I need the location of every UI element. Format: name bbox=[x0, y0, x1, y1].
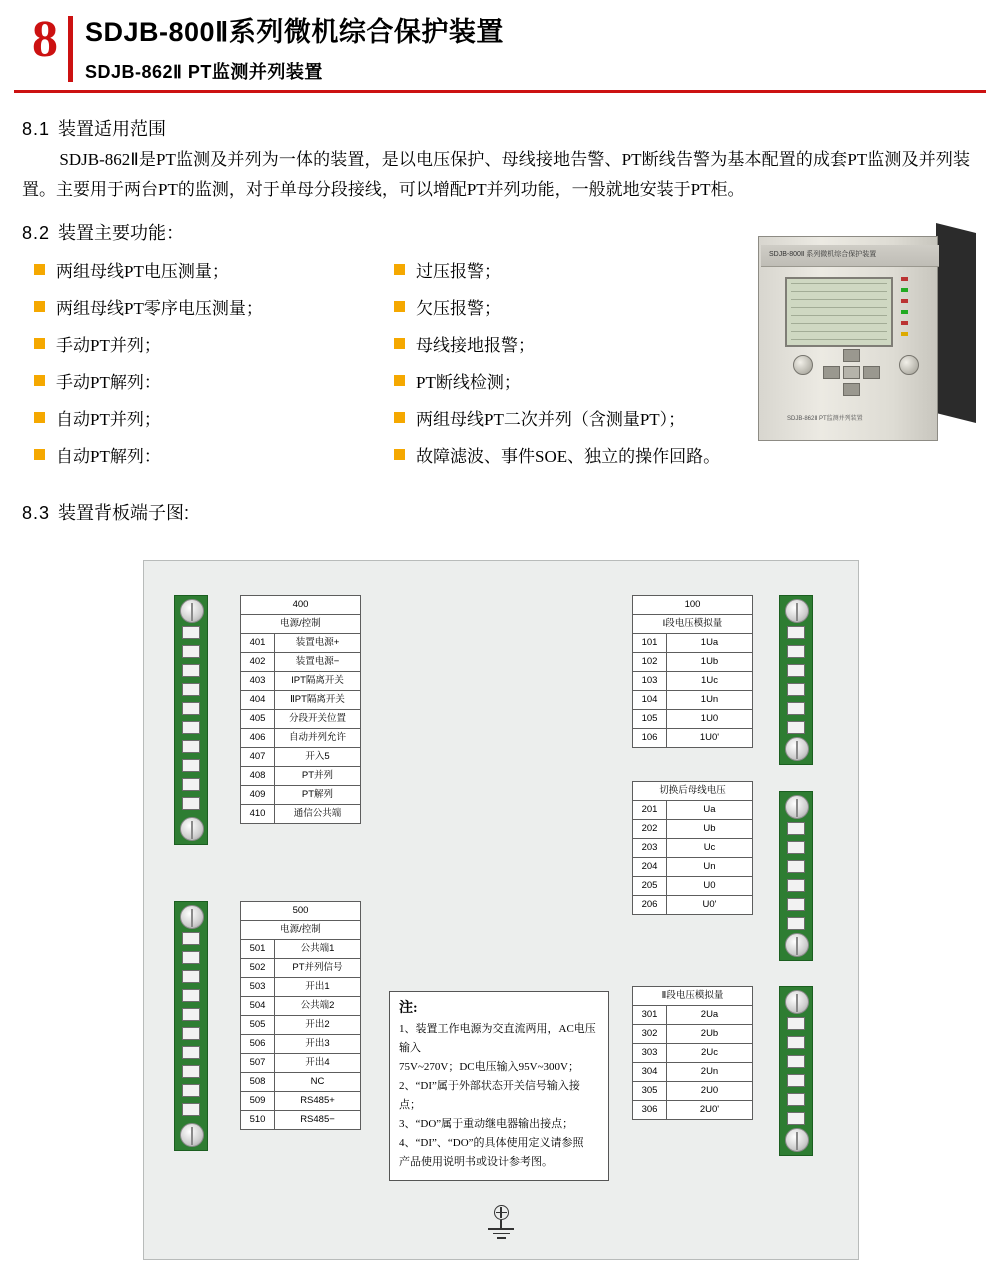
terminal-number: 507 bbox=[241, 1054, 275, 1073]
table-row bbox=[633, 710, 753, 729]
terminal-number: 508 bbox=[241, 1073, 275, 1092]
terminal-number: 303 bbox=[633, 1044, 667, 1063]
table-row bbox=[633, 1082, 753, 1101]
connector-slot bbox=[182, 1084, 200, 1097]
terminal-number: 409 bbox=[241, 786, 275, 805]
table-row bbox=[633, 782, 753, 801]
list-item bbox=[22, 288, 382, 325]
terminal-label: Ua bbox=[667, 801, 753, 820]
terminal-number: 103 bbox=[633, 672, 667, 691]
note-line: 产品使用说明书或设计参考图。 bbox=[399, 1156, 553, 1168]
table-header-100: 100 bbox=[633, 596, 753, 615]
section-8-1-number: 8.1 bbox=[22, 119, 51, 139]
table-row bbox=[241, 1054, 361, 1073]
terminal-label: 2U0 bbox=[667, 1082, 753, 1101]
table-row bbox=[633, 615, 753, 634]
device-photo bbox=[758, 228, 978, 450]
terminal-label: 装置电源+ bbox=[275, 634, 361, 653]
terminal-label: 公共端2 bbox=[275, 997, 361, 1016]
terminal-label: 2Ub bbox=[667, 1025, 753, 1044]
table-row bbox=[241, 653, 361, 672]
screw-icon bbox=[180, 817, 204, 841]
list-item bbox=[22, 362, 382, 399]
connector-slot bbox=[182, 683, 200, 696]
device-key-enter bbox=[843, 366, 860, 379]
device-knob-right bbox=[899, 355, 919, 375]
terminal-number: 505 bbox=[241, 1016, 275, 1035]
screw-icon bbox=[180, 905, 204, 929]
table-row bbox=[241, 1092, 361, 1111]
list-item bbox=[382, 399, 742, 436]
note-line: 75V~270V；DC电压输入95V~300V； bbox=[399, 1061, 579, 1073]
connector-block-100 bbox=[779, 595, 813, 765]
table-row bbox=[633, 839, 753, 858]
device-key-up bbox=[843, 349, 860, 362]
feature-label: 母线接地报警； bbox=[416, 336, 535, 355]
feature-column-right bbox=[382, 251, 742, 473]
connector-slot bbox=[182, 932, 200, 945]
table-row bbox=[241, 691, 361, 710]
terminal-number: 104 bbox=[633, 691, 667, 710]
section-8-1-body bbox=[22, 145, 978, 205]
header-titles bbox=[85, 14, 504, 84]
terminal-label: 2Un bbox=[667, 1063, 753, 1082]
table-row bbox=[241, 997, 361, 1016]
connector-slot bbox=[182, 1008, 200, 1021]
terminal-table-100 bbox=[632, 595, 753, 748]
feature-label: 手动PT解列： bbox=[56, 373, 161, 392]
section-8-1-text: SDJB-862Ⅱ是PT监测及并列为一体的装置，是以电压保护、母线接地告警、PT断线告警为基本配置的成套PT监测及并列装置。主要用于两台PT的监测，对于单母分段接线，可以增配PT并列功能，一般就地安装于PT柜。 bbox=[22, 150, 970, 199]
terminal-number: 402 bbox=[241, 653, 275, 672]
feature-label: 过压报警； bbox=[416, 262, 501, 281]
device-key-left bbox=[823, 366, 840, 379]
terminal-number: 405 bbox=[241, 710, 275, 729]
terminal-label: Ub bbox=[667, 820, 753, 839]
section-8-3-number: 8.3 bbox=[22, 503, 51, 523]
bullet-square-icon bbox=[34, 375, 45, 386]
connector-slot bbox=[182, 759, 200, 772]
connector-slot bbox=[787, 683, 805, 696]
terminal-label: 公共端1 bbox=[275, 940, 361, 959]
section-8-2-number: 8.2 bbox=[22, 223, 51, 243]
terminal-table-200 bbox=[632, 781, 753, 915]
terminal-number: 501 bbox=[241, 940, 275, 959]
connector-slot bbox=[787, 822, 805, 835]
section-8-1-title: 装置适用范围 bbox=[58, 119, 167, 139]
connector-slot bbox=[787, 664, 805, 677]
bullet-square-icon bbox=[394, 412, 405, 423]
table-row bbox=[633, 634, 753, 653]
table-header-400: 400 bbox=[241, 596, 361, 615]
terminal-number: 101 bbox=[633, 634, 667, 653]
table-row bbox=[633, 877, 753, 896]
list-item bbox=[22, 251, 382, 288]
header-row bbox=[14, 11, 986, 84]
feature-label: 故障滤波、事件SOE、独立的操作回路。 bbox=[416, 447, 721, 466]
note-line: 1、装置工作电源为交直流两用，AC电压输入 bbox=[399, 1023, 596, 1054]
connector-slot bbox=[182, 797, 200, 810]
device-brand-label: SDJB-800Ⅱ 系列微机综合保护装置 bbox=[769, 251, 877, 258]
feature-label: 自动PT解列： bbox=[56, 447, 161, 466]
terminal-label: 自动并列允许 bbox=[275, 729, 361, 748]
bullet-square-icon bbox=[394, 375, 405, 386]
terminal-number: 305 bbox=[633, 1082, 667, 1101]
connector-slot bbox=[787, 721, 805, 734]
device-front-panel bbox=[758, 236, 938, 441]
table-row bbox=[241, 710, 361, 729]
list-item bbox=[22, 325, 382, 362]
connector-slot bbox=[182, 1046, 200, 1059]
bullet-square-icon bbox=[394, 449, 405, 460]
connector-slot bbox=[182, 702, 200, 715]
table-subheader-200: 切换后母线电压 bbox=[633, 782, 753, 801]
connector-slot bbox=[182, 664, 200, 677]
table-row bbox=[633, 596, 753, 615]
terminal-number: 504 bbox=[241, 997, 275, 1016]
terminal-label: RS485− bbox=[275, 1111, 361, 1130]
terminal-label: 开出4 bbox=[275, 1054, 361, 1073]
table-row bbox=[633, 1006, 753, 1025]
terminal-number: 106 bbox=[633, 729, 667, 748]
feature-label: PT断线检测； bbox=[416, 373, 521, 392]
bullet-square-icon bbox=[34, 264, 45, 275]
note-line: 4、“DI”、“DO”的具体使用定义请参照 bbox=[399, 1137, 584, 1149]
connector-slots bbox=[787, 1017, 805, 1131]
connector-slot bbox=[787, 1112, 805, 1125]
terminal-diagram bbox=[143, 560, 859, 1260]
feature-column-left bbox=[22, 251, 382, 473]
connector-slot bbox=[787, 898, 805, 911]
device-key-down bbox=[843, 383, 860, 396]
table-row bbox=[241, 615, 361, 634]
connector-block-500 bbox=[174, 901, 208, 1151]
terminal-label: 1Uc bbox=[667, 672, 753, 691]
table-subheader-500: 电源/控制 bbox=[241, 921, 361, 940]
terminal-number: 306 bbox=[633, 1101, 667, 1120]
table-row bbox=[633, 1101, 753, 1120]
document-title: SDJB-800Ⅱ系列微机综合保护装置 bbox=[85, 17, 504, 47]
terminal-label: 1U0' bbox=[667, 729, 753, 748]
list-item bbox=[382, 288, 742, 325]
connector-slot bbox=[182, 1103, 200, 1116]
table-row bbox=[633, 801, 753, 820]
table-row bbox=[633, 1044, 753, 1063]
bullet-square-icon bbox=[34, 412, 45, 423]
connector-slot bbox=[787, 860, 805, 873]
feature-label: 欠压报警； bbox=[416, 299, 501, 318]
feature-label: 两组母线PT电压测量； bbox=[56, 262, 229, 281]
bullet-square-icon bbox=[34, 449, 45, 460]
list-item bbox=[382, 325, 742, 362]
feature-label: 自动PT并列； bbox=[56, 410, 161, 429]
terminal-number: 506 bbox=[241, 1035, 275, 1054]
connector-slot bbox=[787, 1036, 805, 1049]
terminal-number: 304 bbox=[633, 1063, 667, 1082]
terminal-label: U0' bbox=[667, 896, 753, 915]
table-row bbox=[241, 1111, 361, 1130]
table-row bbox=[241, 1016, 361, 1035]
terminal-number: 407 bbox=[241, 748, 275, 767]
connector-block-200 bbox=[779, 791, 813, 961]
screw-icon bbox=[180, 1123, 204, 1147]
table-row bbox=[241, 959, 361, 978]
connector-slot bbox=[182, 721, 200, 734]
table-row bbox=[241, 729, 361, 748]
terminal-label: PT解列 bbox=[275, 786, 361, 805]
terminal-number: 502 bbox=[241, 959, 275, 978]
device-lcd-screen bbox=[785, 277, 893, 347]
terminal-label: Un bbox=[667, 858, 753, 877]
connector-slot bbox=[182, 626, 200, 639]
terminal-number: 301 bbox=[633, 1006, 667, 1025]
terminal-number: 204 bbox=[633, 858, 667, 877]
table-row bbox=[633, 987, 753, 1006]
device-knob-left bbox=[793, 355, 813, 375]
terminal-label: Uc bbox=[667, 839, 753, 858]
ground-line bbox=[493, 1233, 510, 1235]
connector-slot bbox=[787, 645, 805, 658]
bullet-square-icon bbox=[394, 264, 405, 275]
screw-icon bbox=[180, 599, 204, 623]
section-8-1 bbox=[22, 115, 978, 205]
ground-stem bbox=[500, 1220, 502, 1228]
table-row bbox=[241, 748, 361, 767]
page-header bbox=[14, 0, 986, 101]
terminal-label: 分段开关位置 bbox=[275, 710, 361, 729]
bullet-square-icon bbox=[34, 338, 45, 349]
connector-slot bbox=[787, 626, 805, 639]
table-row bbox=[241, 921, 361, 940]
connector-slot bbox=[182, 989, 200, 1002]
terminal-table-400 bbox=[240, 595, 361, 824]
terminal-label: PT并列 bbox=[275, 767, 361, 786]
terminal-label: 开出2 bbox=[275, 1016, 361, 1035]
terminal-number: 102 bbox=[633, 653, 667, 672]
terminal-label: ⅡPT隔离开关 bbox=[275, 691, 361, 710]
table-row bbox=[633, 820, 753, 839]
terminal-label: 1Ub bbox=[667, 653, 753, 672]
screw-icon bbox=[785, 990, 809, 1014]
terminal-number: 408 bbox=[241, 767, 275, 786]
ground-terminal-icon bbox=[494, 1205, 509, 1220]
table-row bbox=[241, 634, 361, 653]
terminal-label: 装置电源− bbox=[275, 653, 361, 672]
connector-slots bbox=[787, 822, 805, 936]
terminal-number: 205 bbox=[633, 877, 667, 896]
terminal-number: 404 bbox=[241, 691, 275, 710]
ground-line bbox=[488, 1228, 514, 1230]
table-row bbox=[241, 1035, 361, 1054]
table-row bbox=[633, 896, 753, 915]
list-item bbox=[382, 436, 742, 473]
connector-slots bbox=[182, 626, 200, 816]
table-row bbox=[633, 672, 753, 691]
bullet-square-icon bbox=[34, 301, 45, 312]
table-row bbox=[241, 902, 361, 921]
connector-slot bbox=[182, 1027, 200, 1040]
connector-slot bbox=[787, 841, 805, 854]
terminal-number: 403 bbox=[241, 672, 275, 691]
bullet-square-icon bbox=[394, 338, 405, 349]
list-item bbox=[382, 362, 742, 399]
terminal-number: 202 bbox=[633, 820, 667, 839]
bullet-square-icon bbox=[394, 301, 405, 312]
table-subheader-400: 电源/控制 bbox=[241, 615, 361, 634]
terminal-label: PT并列信号 bbox=[275, 959, 361, 978]
screw-icon bbox=[785, 933, 809, 957]
terminal-label: 开出1 bbox=[275, 978, 361, 997]
table-row bbox=[241, 786, 361, 805]
section-8-3-heading bbox=[22, 499, 978, 525]
terminal-table-500 bbox=[240, 901, 361, 1130]
terminal-table-300 bbox=[632, 986, 753, 1120]
connector-slot bbox=[787, 1093, 805, 1106]
table-row bbox=[633, 1063, 753, 1082]
table-row bbox=[241, 940, 361, 959]
terminal-number: 105 bbox=[633, 710, 667, 729]
terminal-number: 201 bbox=[633, 801, 667, 820]
terminal-label: 开入5 bbox=[275, 748, 361, 767]
header-rule bbox=[14, 90, 986, 93]
connector-block-300 bbox=[779, 986, 813, 1156]
feature-list bbox=[22, 251, 742, 473]
screw-icon bbox=[785, 795, 809, 819]
connector-slots bbox=[182, 932, 200, 1122]
feature-label: 两组母线PT二次并列（含测量PT）； bbox=[416, 410, 686, 429]
table-row bbox=[241, 1073, 361, 1092]
terminal-label: 1U0 bbox=[667, 710, 753, 729]
terminal-number: 203 bbox=[633, 839, 667, 858]
note-line: 3、“DO”属于重动继电器输出接点； bbox=[399, 1118, 574, 1130]
table-row bbox=[241, 596, 361, 615]
list-item bbox=[22, 436, 382, 473]
terminal-label: 2Ua bbox=[667, 1006, 753, 1025]
terminal-label: U0 bbox=[667, 877, 753, 896]
screw-icon bbox=[785, 599, 809, 623]
table-subheader-300: Ⅱ段电压模拟量 bbox=[633, 987, 753, 1006]
terminal-number: 401 bbox=[241, 634, 275, 653]
terminal-number: 509 bbox=[241, 1092, 275, 1111]
terminal-number: 406 bbox=[241, 729, 275, 748]
ground-symbol-icon bbox=[487, 1205, 515, 1245]
device-lcd-content bbox=[791, 283, 887, 341]
screw-icon bbox=[785, 737, 809, 761]
section-8-3 bbox=[22, 499, 978, 525]
terminal-label: NC bbox=[275, 1073, 361, 1092]
connector-slot bbox=[787, 1074, 805, 1087]
list-item bbox=[382, 251, 742, 288]
connector-slot bbox=[182, 951, 200, 964]
terminal-number: 510 bbox=[241, 1111, 275, 1130]
table-row bbox=[633, 858, 753, 877]
device-side-panel bbox=[936, 223, 976, 423]
table-row bbox=[633, 653, 753, 672]
connector-slot bbox=[787, 1055, 805, 1068]
device-navigation-pad bbox=[823, 349, 881, 397]
device-led-column bbox=[899, 277, 929, 349]
table-row bbox=[241, 978, 361, 997]
section-8-3-title: 装置背板端子图: bbox=[58, 503, 190, 523]
connector-slot bbox=[182, 1065, 200, 1078]
feature-label: 手动PT并列； bbox=[56, 336, 161, 355]
table-row bbox=[241, 672, 361, 691]
feature-label: 两组母线PT零序电压测量； bbox=[56, 299, 263, 318]
terminal-label: 1Ua bbox=[667, 634, 753, 653]
connector-slot bbox=[182, 778, 200, 791]
connector-slot bbox=[787, 879, 805, 892]
ground-line bbox=[497, 1237, 506, 1239]
terminal-label: 通信公共端 bbox=[275, 805, 361, 824]
table-subheader-100: I段电压模拟量 bbox=[633, 615, 753, 634]
table-row bbox=[241, 805, 361, 824]
connector-slot bbox=[787, 1017, 805, 1030]
connector-slot bbox=[787, 917, 805, 930]
connector-slot bbox=[182, 740, 200, 753]
connector-slot bbox=[182, 645, 200, 658]
terminal-label: 1Un bbox=[667, 691, 753, 710]
terminal-label: IPT隔离开关 bbox=[275, 672, 361, 691]
screw-icon bbox=[785, 1128, 809, 1152]
chapter-number: 8 bbox=[32, 11, 58, 68]
connector-slots bbox=[787, 626, 805, 740]
terminal-number: 410 bbox=[241, 805, 275, 824]
section-8-1-heading bbox=[22, 115, 978, 141]
header-red-divider bbox=[68, 16, 73, 82]
table-header-500: 500 bbox=[241, 902, 361, 921]
document-subtitle: SDJB-862Ⅱ PT监测并列装置 bbox=[85, 62, 323, 82]
section-8-2-title: 装置主要功能： bbox=[58, 223, 185, 243]
device-model-label: SDJB-862Ⅱ PT监测并列装置 bbox=[787, 416, 863, 422]
table-row bbox=[633, 729, 753, 748]
table-row bbox=[633, 1025, 753, 1044]
terminal-label: 开出3 bbox=[275, 1035, 361, 1054]
note-title: 注: bbox=[399, 1001, 418, 1016]
terminal-label: 2U0' bbox=[667, 1101, 753, 1120]
note-line: 2、“DI”属于外部状态开关信号输入接点； bbox=[399, 1080, 580, 1111]
terminal-number: 206 bbox=[633, 896, 667, 915]
connector-slot bbox=[787, 702, 805, 715]
list-item bbox=[22, 399, 382, 436]
connector-block-400 bbox=[174, 595, 208, 845]
terminal-number: 302 bbox=[633, 1025, 667, 1044]
device-key-right bbox=[863, 366, 880, 379]
terminal-label: 2Uc bbox=[667, 1044, 753, 1063]
table-row bbox=[633, 691, 753, 710]
terminal-label: RS485+ bbox=[275, 1092, 361, 1111]
note-box bbox=[389, 991, 609, 1181]
terminal-number: 503 bbox=[241, 978, 275, 997]
table-row bbox=[241, 767, 361, 786]
connector-slot bbox=[182, 970, 200, 983]
